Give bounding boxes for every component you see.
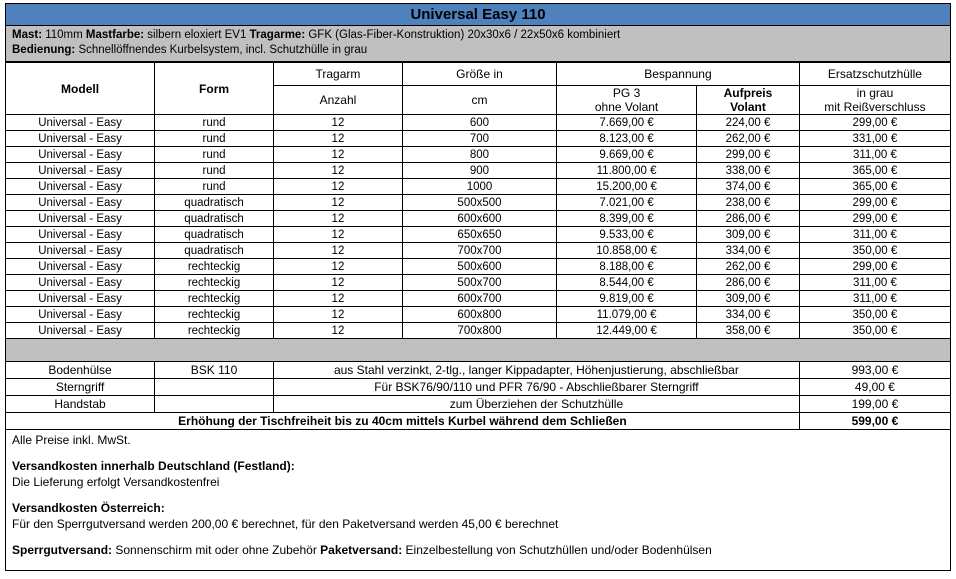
- cell-anzahl: 12: [273, 275, 402, 291]
- table-row: [6, 195, 951, 211]
- column-subheader-ersatz: [799, 86, 950, 115]
- column-subheader-anzahl: Anzahl: [273, 86, 402, 115]
- note-spacer: [12, 448, 944, 458]
- cell-pg3-preis: 8.123,00 €: [557, 131, 697, 147]
- spacer-row: [6, 339, 951, 362]
- cell-groesse: 500x500: [402, 195, 556, 211]
- cell-groesse: 600x700: [402, 291, 556, 307]
- cell-pg3-preis: 9.819,00 €: [557, 291, 697, 307]
- cell-groesse: 600x800: [402, 307, 556, 323]
- table-body: [6, 115, 951, 430]
- table-row: [6, 323, 951, 339]
- cell-groesse: 700x700: [402, 243, 556, 259]
- cell-form: rund: [155, 147, 274, 163]
- cell-aufpreis-volant: 238,00 €: [697, 195, 800, 211]
- accessory-description: aus Stahl verzinkt, 2-tlg., langer Kippadapter, Höhenjustierung, abschließbar: [273, 362, 799, 379]
- cell-form: quadratisch: [155, 211, 274, 227]
- table-row: [6, 243, 951, 259]
- page-title: Universal Easy 110: [5, 3, 951, 26]
- cell-form: rechteckig: [155, 275, 274, 291]
- upgrade-description: Erhöhung der Tischfreiheit bis zu 40cm mittels Kurbel während dem Schließen: [6, 413, 800, 430]
- table-row: [6, 147, 951, 163]
- note-line: Für den Sperrgutversand werden 200,00 € berechnet, für den Paketversand werden 45,00 € berechnet: [12, 517, 559, 531]
- upgrade-row: [6, 413, 951, 430]
- price-table: [5, 62, 951, 430]
- header-row-top: [6, 63, 951, 86]
- cell-anzahl: 12: [273, 323, 402, 339]
- cell-aufpreis-volant: 309,00 €: [697, 227, 800, 243]
- cell-aufpreis-volant: 309,00 €: [697, 291, 800, 307]
- cell-aufpreis-volant: 334,00 €: [697, 243, 800, 259]
- column-header-tragarm: Tragarm: [273, 63, 402, 86]
- cell-modell: Universal - Easy: [6, 179, 155, 195]
- spacer-cell: [6, 339, 951, 362]
- table-row: [6, 131, 951, 147]
- cell-pg3-preis: 8.544,00 €: [557, 275, 697, 291]
- cell-modell: Universal - Easy: [6, 275, 155, 291]
- cell-pg3-preis: 8.399,00 €: [557, 211, 697, 227]
- cell-form: rund: [155, 179, 274, 195]
- cell-ersatzschutzhuelle: 311,00 €: [799, 227, 950, 243]
- table-row: [6, 227, 951, 243]
- cell-pg3-preis: 11.079,00 €: [557, 307, 697, 323]
- column-subheader-pg3: [557, 86, 697, 115]
- pg3-line2: ohne Volant: [594, 100, 659, 114]
- cell-groesse: 650x650: [402, 227, 556, 243]
- table-row: [6, 307, 951, 323]
- note-line: Alle Preise inkl. MwSt.: [12, 433, 131, 447]
- cell-modell: Universal - Easy: [6, 211, 155, 227]
- column-subheader-cm: cm: [402, 86, 556, 115]
- cell-modell: Universal - Easy: [6, 243, 155, 259]
- accessory-code: [155, 379, 274, 396]
- note-line: Sperrgutversand: Sonnenschirm mit oder ohne Zubehör Paketversand: Einzelbestellung von Schutzhüllen und/oder Bodenhülsen: [12, 543, 712, 557]
- cell-anzahl: 12: [273, 131, 402, 147]
- cell-groesse: 700: [402, 131, 556, 147]
- cell-anzahl: 12: [273, 147, 402, 163]
- cell-anzahl: 12: [273, 307, 402, 323]
- cell-ersatzschutzhuelle: 350,00 €: [799, 307, 950, 323]
- cell-ersatzschutzhuelle: 365,00 €: [799, 179, 950, 195]
- accessory-row: [6, 362, 951, 379]
- cell-anzahl: 12: [273, 163, 402, 179]
- cell-form: rund: [155, 163, 274, 179]
- accessory-price: 199,00 €: [799, 396, 950, 413]
- cell-anzahl: 12: [273, 227, 402, 243]
- cell-ersatzschutzhuelle: 350,00 €: [799, 323, 950, 339]
- cell-anzahl: 12: [273, 243, 402, 259]
- cell-form: rechteckig: [155, 307, 274, 323]
- note-line: Die Lieferung erfolgt Versandkostenfrei: [12, 475, 220, 489]
- cell-anzahl: 12: [273, 291, 402, 307]
- table-header: [6, 63, 951, 115]
- accessory-row: [6, 379, 951, 396]
- cell-ersatzschutzhuelle: 299,00 €: [799, 259, 950, 275]
- accessory-code: [155, 396, 274, 413]
- cell-groesse: 500x700: [402, 275, 556, 291]
- ersatz-line2: mit Reißverschluss: [824, 100, 926, 114]
- pg3-line1: PG 3: [612, 86, 641, 100]
- column-header-groesse: Größe in: [402, 63, 556, 86]
- cell-ersatzschutzhuelle: 331,00 €: [799, 131, 950, 147]
- cell-groesse: 600: [402, 115, 556, 131]
- note-spacer: [12, 490, 944, 500]
- cell-aufpreis-volant: 286,00 €: [697, 211, 800, 227]
- cell-form: rechteckig: [155, 323, 274, 339]
- cell-form: quadratisch: [155, 227, 274, 243]
- cell-groesse: 700x800: [402, 323, 556, 339]
- column-header-modell: Modell: [6, 63, 155, 115]
- cell-modell: Universal - Easy: [6, 147, 155, 163]
- cell-form: rund: [155, 115, 274, 131]
- cell-anzahl: 12: [273, 195, 402, 211]
- specification-block: [5, 26, 951, 62]
- ersatz-line1: in grau: [856, 86, 894, 100]
- cell-aufpreis-volant: 334,00 €: [697, 307, 800, 323]
- cell-modell: Universal - Easy: [6, 195, 155, 211]
- cell-aufpreis-volant: 262,00 €: [697, 259, 800, 275]
- cell-groesse: 900: [402, 163, 556, 179]
- cell-aufpreis-volant: 262,00 €: [697, 131, 800, 147]
- cell-pg3-preis: 9.533,00 €: [557, 227, 697, 243]
- note-line: Versandkosten innerhalb Deutschland (Festland):: [12, 459, 295, 473]
- cell-modell: Universal - Easy: [6, 307, 155, 323]
- aufpreis-line1: Aufpreis: [723, 86, 773, 100]
- upgrade-price: 599,00 €: [799, 413, 950, 430]
- accessory-description: zum Überziehen der Schutzhülle: [273, 396, 799, 413]
- cell-form: rechteckig: [155, 291, 274, 307]
- cell-ersatzschutzhuelle: 365,00 €: [799, 163, 950, 179]
- cell-ersatzschutzhuelle: 299,00 €: [799, 195, 950, 211]
- cell-pg3-preis: 8.188,00 €: [557, 259, 697, 275]
- cell-pg3-preis: 7.669,00 €: [557, 115, 697, 131]
- column-subheader-aufpreis: [697, 86, 800, 115]
- cell-groesse: 600x600: [402, 211, 556, 227]
- cell-modell: Universal - Easy: [6, 323, 155, 339]
- column-header-bespannung: Bespannung: [557, 63, 800, 86]
- cell-modell: Universal - Easy: [6, 163, 155, 179]
- footer-notes: [5, 430, 951, 571]
- cell-pg3-preis: 12.449,00 €: [557, 323, 697, 339]
- spec-line-bedienung: Bedienung: Schnellöffnendes Kurbelsystem, incl. Schutzhülle in grau: [12, 44, 368, 56]
- accessory-price: 49,00 €: [799, 379, 950, 396]
- cell-anzahl: 12: [273, 211, 402, 227]
- cell-ersatzschutzhuelle: 299,00 €: [799, 115, 950, 131]
- cell-groesse: 800: [402, 147, 556, 163]
- accessory-name: Sterngriff: [6, 379, 155, 396]
- cell-groesse: 500x600: [402, 259, 556, 275]
- cell-aufpreis-volant: 374,00 €: [697, 179, 800, 195]
- accessory-name: Bodenhülse: [6, 362, 155, 379]
- cell-modell: Universal - Easy: [6, 291, 155, 307]
- cell-modell: Universal - Easy: [6, 131, 155, 147]
- cell-groesse: 1000: [402, 179, 556, 195]
- table-row: [6, 163, 951, 179]
- table-row: [6, 291, 951, 307]
- table-row: [6, 179, 951, 195]
- cell-pg3-preis: 9.669,00 €: [557, 147, 697, 163]
- cell-ersatzschutzhuelle: 311,00 €: [799, 147, 950, 163]
- accessory-row: [6, 396, 951, 413]
- column-header-form: Form: [155, 63, 274, 115]
- accessory-code: BSK 110: [155, 362, 274, 379]
- note-line: Versandkosten Österreich:: [12, 501, 165, 515]
- cell-pg3-preis: 11.800,00 €: [557, 163, 697, 179]
- cell-form: quadratisch: [155, 195, 274, 211]
- cell-ersatzschutzhuelle: 299,00 €: [799, 211, 950, 227]
- cell-anzahl: 12: [273, 115, 402, 131]
- cell-anzahl: 12: [273, 179, 402, 195]
- cell-aufpreis-volant: 299,00 €: [697, 147, 800, 163]
- cell-aufpreis-volant: 338,00 €: [697, 163, 800, 179]
- accessory-price: 993,00 €: [799, 362, 950, 379]
- spec-line-mast: Mast: 110mm Mastfarbe: silbern eloxiert EV1 Tragarme: GFK (Glas-Fiber-Konstruktion) 20x30x6 / 22x50x6 kombiniert: [12, 29, 621, 41]
- column-header-ersatzschutzhuelle: Ersatzschutzhülle: [799, 63, 950, 86]
- cell-pg3-preis: 10.858,00 €: [557, 243, 697, 259]
- table-row: [6, 115, 951, 131]
- cell-anzahl: 12: [273, 259, 402, 275]
- cell-ersatzschutzhuelle: 350,00 €: [799, 243, 950, 259]
- cell-ersatzschutzhuelle: 311,00 €: [799, 291, 950, 307]
- note-spacer: [12, 532, 944, 542]
- cell-ersatzschutzhuelle: 311,00 €: [799, 275, 950, 291]
- cell-aufpreis-volant: 224,00 €: [697, 115, 800, 131]
- cell-pg3-preis: 7.021,00 €: [557, 195, 697, 211]
- cell-form: rund: [155, 131, 274, 147]
- cell-form: rechteckig: [155, 259, 274, 275]
- cell-aufpreis-volant: 286,00 €: [697, 275, 800, 291]
- accessory-description: Für BSK76/90/110 und PFR 76/90 - Abschließbarer Sterngriff: [273, 379, 799, 396]
- table-row: [6, 275, 951, 291]
- cell-aufpreis-volant: 358,00 €: [697, 323, 800, 339]
- cell-modell: Universal - Easy: [6, 227, 155, 243]
- aufpreis-line2: Volant: [730, 100, 766, 114]
- cell-pg3-preis: 15.200,00 €: [557, 179, 697, 195]
- accessory-name: Handstab: [6, 396, 155, 413]
- table-row: [6, 259, 951, 275]
- cell-modell: Universal - Easy: [6, 259, 155, 275]
- cell-form: quadratisch: [155, 243, 274, 259]
- cell-modell: Universal - Easy: [6, 115, 155, 131]
- table-row: [6, 211, 951, 227]
